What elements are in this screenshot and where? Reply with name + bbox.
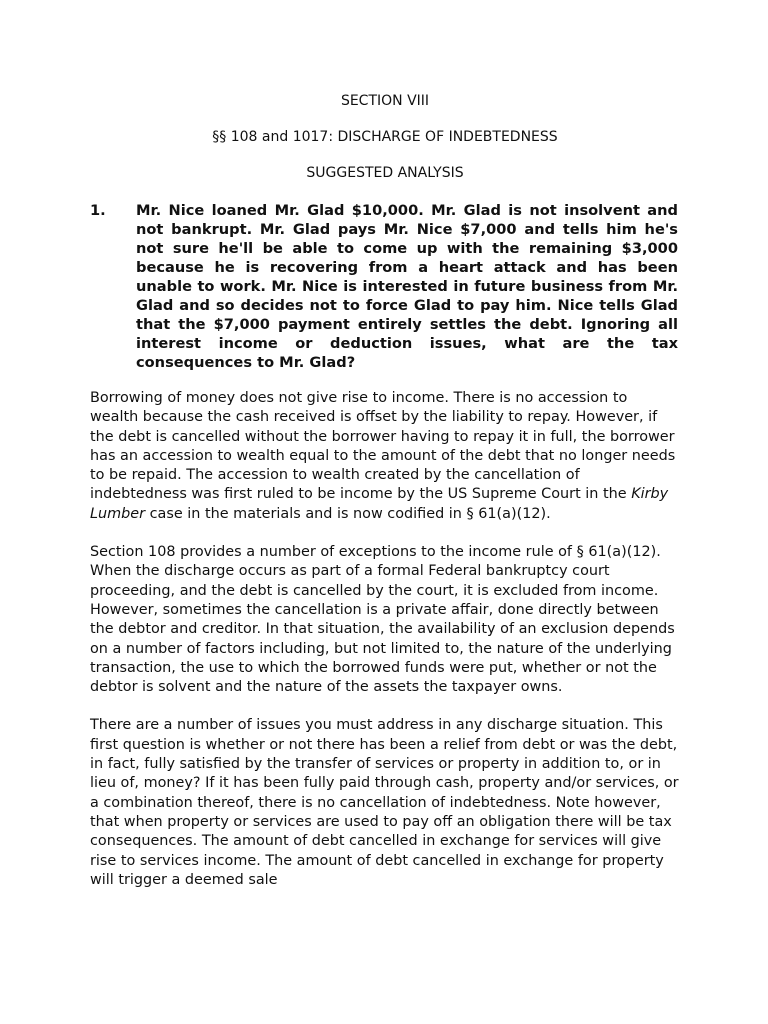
paragraph-discharge-issues: There are a number of issues you must address in any discharge situation. This first question is whether or not there has been a relief from debt or was the debt, in fact, fully satisfied by the transfer of services or property in addition to, or in lieu of, money? If it has been fully paid through cash, property and/or services, or a combination thereof, there is no cancellation of indebtedness. Note however, that when property or services are used to pay off an obligation there will be tax consequences. The amount of debt cancelled in exchange for services will give rise to services income. The amount of debt cancelled in exchange for property will trigger a deemed sale <box>90 717 679 888</box>
paragraph-section-108: Section 108 provides a number of exceptions to the income rule of § 61(a)(12). When the discharge occurs as part of a formal Federal bankruptcy court proceeding, and the debt is cancelled by the court, it is excluded from income. However, sometimes the cancellation is a private affair, done directly between the debtor and creditor. In that situation, the availability of an exclusion depends on a number of factors including, but not limited to, the nature of the underlying transaction, the use to which the borrowed funds were put, whether or not the debtor is solvent and the nature of the assets the taxpayer owns. <box>90 544 675 696</box>
question-1 <box>90 201 680 372</box>
question-text: Mr. Nice loaned Mr. Glad $10,000. Mr. Glad is not insolvent and not bankrupt. Mr. Glad pays Mr. Nice $7,000 and tells him he's not sure he'll be able to come up with the remaining $3,000 because he is recovering from a heart attack and has been unable to work. Mr. Nice is interested in future business from Mr. Glad and so decides not to force Glad to pay him. Nice tells Glad that the $7,000 payment entirely settles the debt. Ignoring all interest income or deduction issues, what are the tax consequences to Mr. Glad? <box>136 202 678 371</box>
case-name-kirby-lumber: Kirby Lumber <box>90 486 669 522</box>
analysis-heading: SUGGESTED ANALYSIS <box>306 165 464 181</box>
section-subtitle: §§ 108 and 1017: DISCHARGE OF INDEBTEDNESS <box>212 129 558 145</box>
paragraph-borrowing <box>90 389 680 524</box>
paragraph-borrowing-before: Borrowing of money does not give rise to income. There is no accession to wealth because the cash received is offset by the liability to repay. However, if the debt is cancelled without the borrower having to repay it in full, the borrower has an accession to wealth equal to the amount of the debt that no longer needs to be repaid. The accession to wealth created by the cancellation of indebtedness was first ruled to be income by the US Supreme Court in the <box>90 390 676 503</box>
section-heading: SECTION VIII <box>340 93 430 109</box>
paragraph-borrowing-after: case in the materials and is now codified in § 61(a)(12). <box>145 505 551 522</box>
question-number: 1. <box>90 202 106 219</box>
